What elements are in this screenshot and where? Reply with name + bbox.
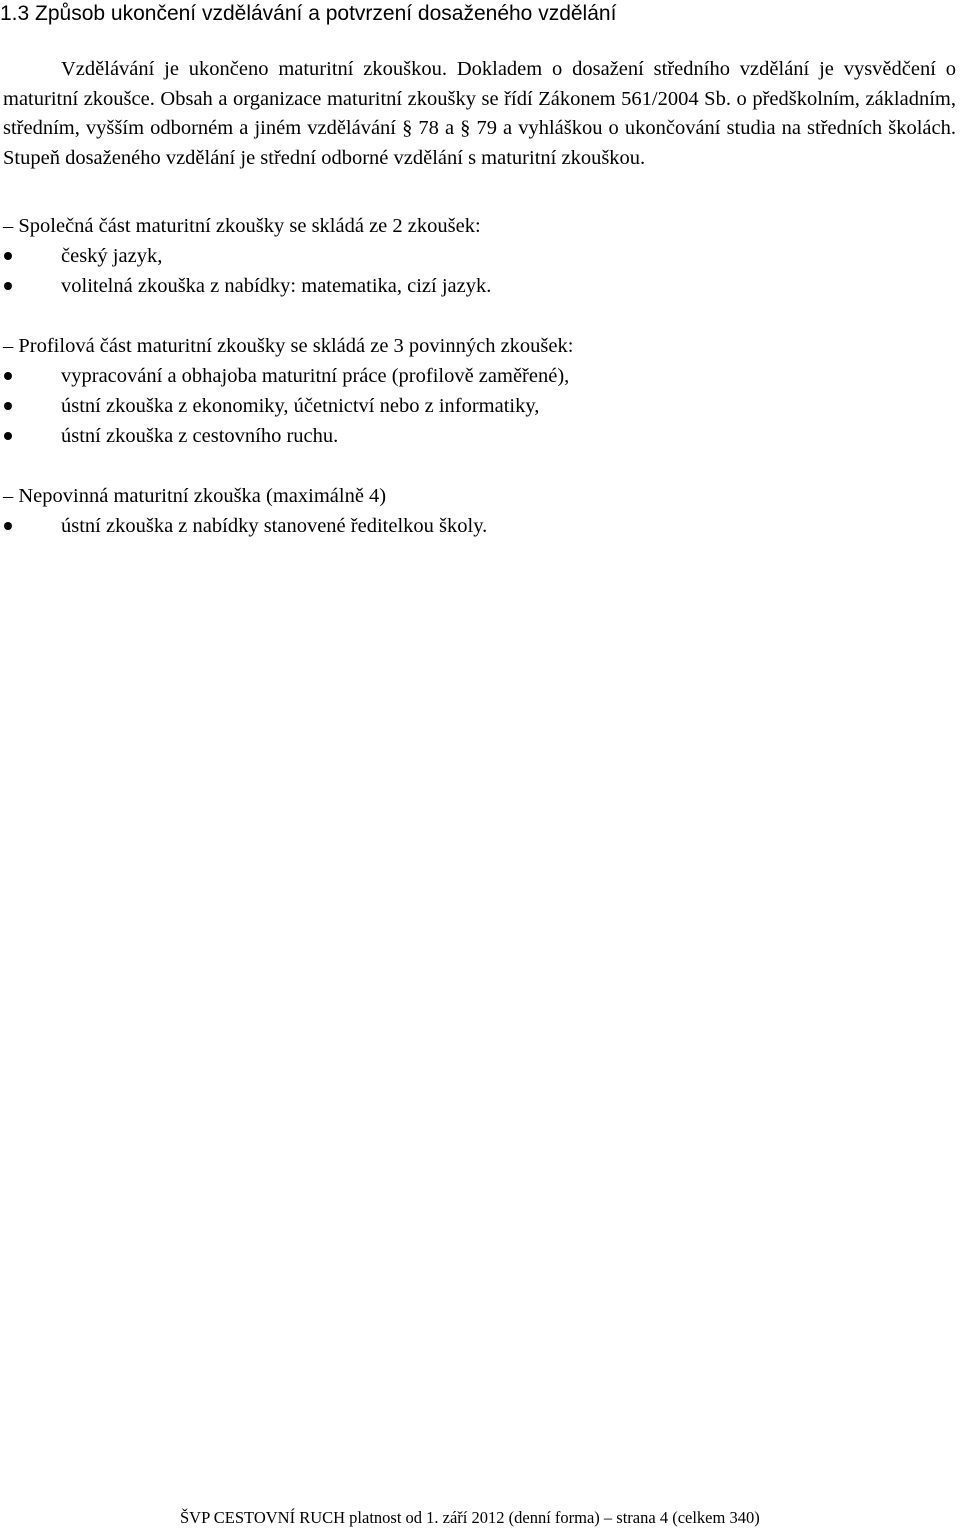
optional-exam-title: – Nepovinná maturitní zkouška (maximálně 4) [3,485,387,507]
intro-paragraph [3,55,956,173]
optional-exam-section [3,481,956,541]
bullet-icon [4,522,12,530]
list-item-text: volitelná zkouška z nabídky: matematika, cizí jazyk. [61,275,492,297]
list-item-text: ústní zkouška z cestovního ruchu. [61,425,339,447]
list-item [3,271,956,301]
list-item [3,361,956,391]
section-heading: 1.3 Způsob ukončení vzdělávání a potvrzení dosaženého vzdělání [0,2,617,25]
common-part-title: – Společná část maturitní zkoušky se skládá ze 2 zkoušek: [3,215,481,237]
bullet-icon [4,402,12,410]
list-item-text: český jazyk, [61,245,163,267]
common-part-section [3,211,956,301]
bullet-icon [4,282,12,290]
bullet-icon [4,252,12,260]
list-item-text: ústní zkouška z ekonomiky, účetnictví nebo z informatiky, [61,395,540,417]
list-item [3,511,956,541]
list-item [3,241,956,271]
list-item-text: ústní zkouška z nabídky stanovené ředitelkou školy. [61,515,488,537]
list-item [3,421,956,451]
profile-part-title: – Profilová část maturitní zkoušky se skládá ze 3 povinných zkoušek: [3,335,574,357]
profile-part-section [3,331,956,451]
list-item-text: vypracování a obhajoba maturitní práce (profilově zaměřené), [61,365,570,387]
list-item [3,391,956,421]
bullet-icon [4,432,12,440]
page-footer: ŠVP CESTOVNÍ RUCH platnost od 1. září 2012 (denní forma) – strana 4 (celkem 340) [180,1508,760,1527]
intro-paragraph-text: Vzdělávání je ukončeno maturitní zkouškou. Dokladem o dosažení středního vzdělání je vysvědčení o maturitní zkoušce. Obsah a organizace maturitní zkoušky se řídí Zákonem 561/2004 Sb. o předškolním, základním, středním, vyšším odborném a jiném vzdělávání § 78 a § 79 a vyhláškou o ukončování studia na středních školách. Stupeň dosaženého vzdělání je střední odborné vzdělání s maturitní zkouškou. [3,58,956,169]
bullet-icon [4,372,12,380]
